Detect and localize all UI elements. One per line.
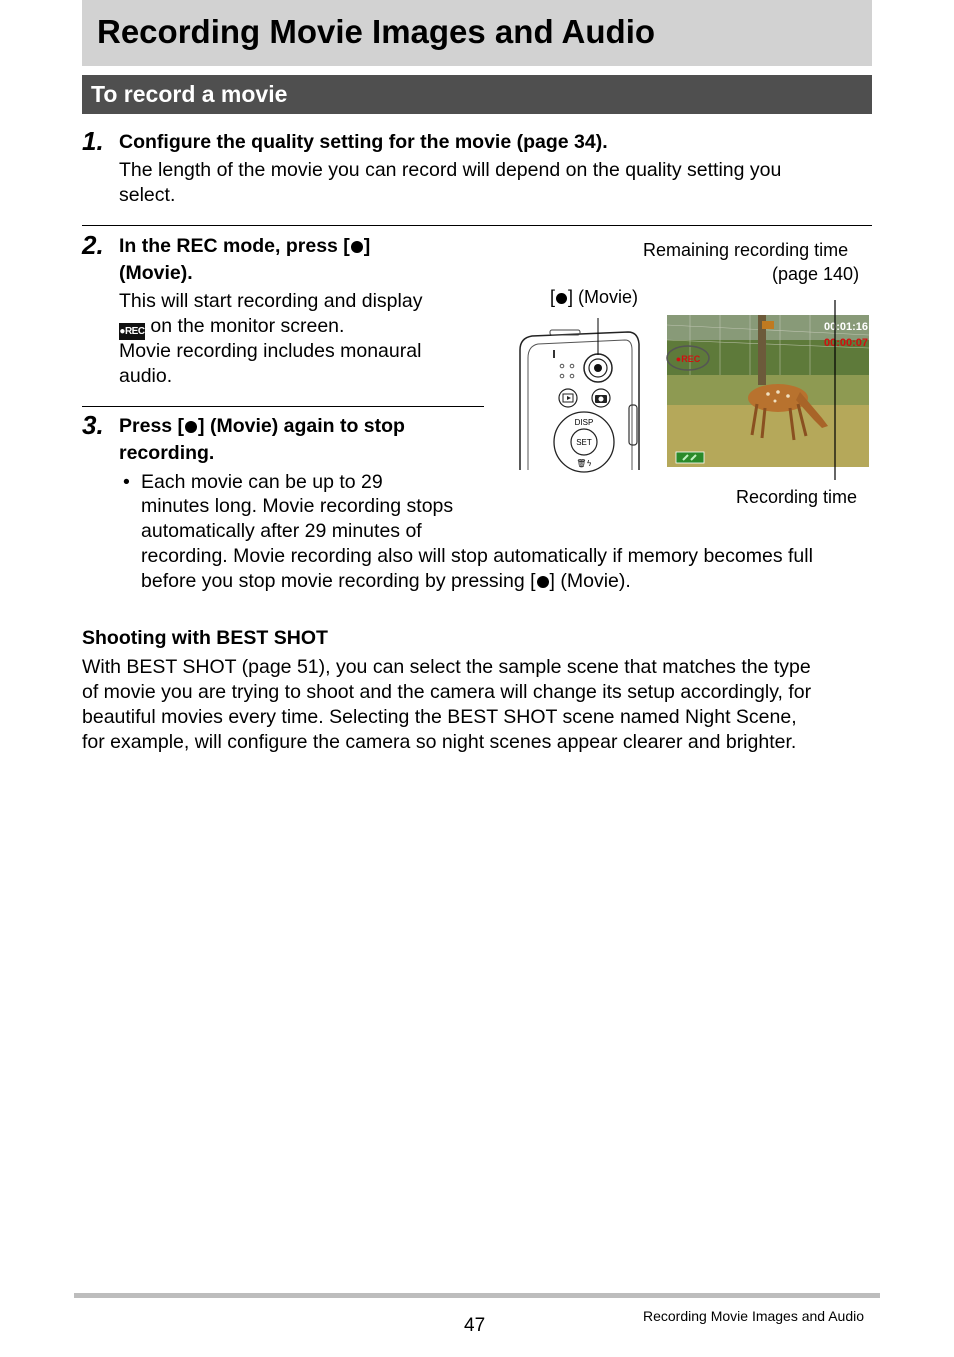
control-dial — [554, 412, 614, 472]
step-body: audio. — [119, 365, 173, 387]
step-body: select. — [119, 184, 176, 206]
subsection-heading: Shooting with BEST SHOT — [82, 627, 328, 649]
bullet-text: automatically after 29 minutes of — [141, 520, 422, 542]
set-label: SET — [576, 438, 592, 447]
step-heading: Press [ ] (Movie) again to stop — [119, 415, 405, 437]
disp-label: DISP — [574, 418, 594, 427]
movie-button-icon — [185, 421, 197, 433]
step-number: 1. — [82, 126, 104, 156]
screen-recording-time: 00:00:07 — [823, 337, 868, 349]
bullet-text: recording. Movie recording also will stop automatically if memory becomes full — [141, 545, 813, 567]
paragraph-line: for example, will configure the camera so night scenes appear clearer and brighter. — [82, 731, 797, 753]
shutter-button-icon — [592, 389, 610, 407]
camera-figure — [510, 300, 880, 480]
step-body: Movie recording includes monaural — [119, 340, 422, 362]
monitor-screen — [667, 315, 869, 467]
divider — [82, 225, 872, 226]
bullet-text: Each movie can be up to 29 — [141, 471, 383, 493]
bullet-mark: • — [123, 471, 130, 493]
footer-section-name: Recording Movie Images and Audio — [643, 1308, 865, 1324]
footer-divider — [74, 1293, 880, 1298]
battery-icon — [676, 452, 704, 463]
label-remaining-page: (page 140) — [772, 264, 860, 284]
bullet-text: before you stop movie recording by pressing [ ] (Movie). — [141, 570, 631, 592]
playback-button-icon — [559, 389, 577, 407]
step-heading: In the REC mode, press [ ] — [119, 235, 371, 257]
page-number: 47 — [464, 1315, 486, 1336]
bullet-text: minutes long. Movie recording stops — [141, 495, 454, 517]
paragraph-line: beautiful movies every time. Selecting the BEST SHOT scene named Night Scene, — [82, 706, 797, 728]
step-heading: (Movie). — [119, 262, 193, 284]
step-number: 2. — [82, 230, 104, 260]
movie-button — [584, 354, 612, 382]
paragraph-line: of movie you are trying to shoot and the camera will change its setup accordingly, for — [82, 681, 812, 703]
section-title: To record a movie — [91, 81, 288, 107]
trash-flash-icon: 🗑ϟ — [576, 459, 592, 468]
paragraph-line: With BEST SHOT (page 51), you can select the sample scene that matches the type — [82, 656, 811, 678]
label-movie-button: [ ] (Movie) — [550, 287, 639, 307]
step-body: The length of the movie you can record will depend on the quality setting you — [119, 159, 782, 181]
rec-icon: ●REC — [119, 323, 145, 340]
movie-button-icon — [537, 576, 549, 588]
step-body: This will start recording and display — [119, 290, 423, 312]
screen-rec-indicator: ●REC — [675, 354, 701, 364]
page-title: Recording Movie Images and Audio — [97, 13, 656, 50]
step-heading: recording. — [119, 442, 215, 464]
step-heading: Configure the quality setting for the movie (page 34). — [119, 131, 608, 153]
divider — [82, 406, 484, 407]
camera-body — [520, 330, 639, 470]
quality-icon — [762, 321, 774, 329]
label-remaining-time: Remaining recording time — [643, 240, 849, 260]
step-number: 3. — [82, 410, 104, 440]
label-recording-time: Recording time — [736, 487, 858, 507]
screen-remaining-time: 00:01:16 — [823, 321, 868, 333]
movie-button-icon — [351, 241, 363, 253]
step-body: ●REC on the monitor screen. — [119, 314, 344, 340]
